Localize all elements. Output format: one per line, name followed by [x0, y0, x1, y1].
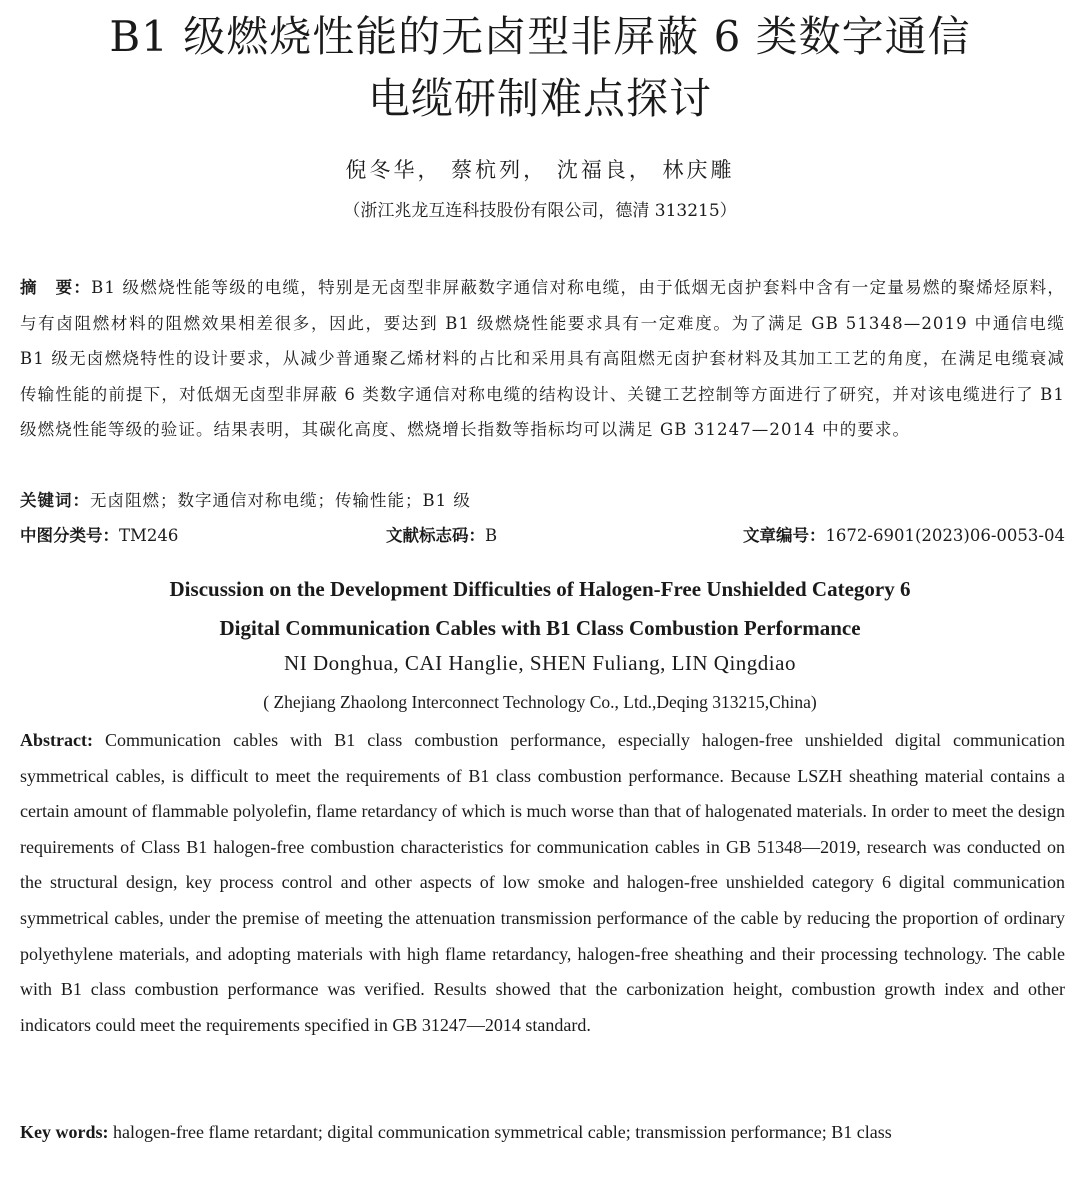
english-abstract [20, 723, 1065, 1043]
chinese-keywords-text: 无卤阻燃；数字通信对称电缆；传输性能；B1 级 [90, 491, 471, 510]
chinese-keywords [20, 484, 1065, 518]
english-abstract-label: Abstract: [20, 730, 93, 750]
english-keywords-label: Key words: [20, 1122, 109, 1142]
english-title [0, 570, 1080, 648]
classification-line [20, 519, 1065, 553]
document-code [386, 519, 497, 553]
english-title-line-2: Digital Communication Cables with B1 Class Combustion Performance [219, 616, 861, 640]
article-number-value: 1672-6901(2023)06-0053-04 [825, 526, 1065, 545]
chinese-title [0, 6, 1080, 130]
clc-value: TM246 [119, 526, 179, 545]
clc-label: 中图分类号： [20, 526, 119, 545]
english-authors: NI Donghua, CAI Hanglie, SHEN Fuliang, LIN Qingdiao [284, 651, 796, 675]
document-code-value: B [485, 526, 498, 545]
chinese-abstract [20, 270, 1065, 448]
clc-number [20, 519, 178, 553]
english-affiliation: ( Zhejiang Zhaolong Interconnect Technology Co., Ltd.,Deqing 313215,China) [263, 692, 817, 712]
article-number [743, 519, 1065, 553]
chinese-abstract-text: B1 级燃烧性能等级的电缆，特别是无卤型非屏蔽数字通信对称电缆，由于低烟无卤护套料中含有一定量易燃的聚烯烃原料，与有卤阻燃材料的阻燃效果相差很多，因此，要达到 B1 级燃烧性能要求具有一定难度。为了满足 GB 51348—2019 中通信电缆 B1 级无卤燃烧特性的设计要求，从减少普通聚乙烯材料的占比和采用具有高阻燃无卤护套材料及其加工工艺的角度，在满足电缆衰减传输性能的前提下，对低烟无卤型非屏蔽 6 类数字通信对称电缆的结构设计、关键工艺控制等方面进行了研究，并对该电缆进行了 B1 级燃烧性能等级的验证。结果表明，其碳化高度、燃烧增长指数等指标均可以满足 GB 31247—2014 中的要求。 [20, 278, 1066, 440]
chinese-title-line-2: 电缆研制难点探讨 [367, 74, 712, 123]
chinese-abstract-label: 摘 要： [20, 278, 92, 297]
chinese-affiliation: （浙江兆龙互连科技股份有限公司，德清 313215） [343, 201, 737, 221]
document-code-label: 文献标志码： [386, 526, 485, 545]
chinese-title-line-1: B1 级燃烧性能的无卤型非屏蔽 6 类数字通信 [109, 12, 971, 61]
chinese-authors: 倪冬华， 蔡杭列， 沈福良， 林庆雕 [345, 158, 735, 182]
english-keywords [20, 1115, 1065, 1149]
english-title-line-1: Discussion on the Development Difficulties of Halogen-Free Unshielded Category 6 [169, 577, 911, 601]
chinese-keywords-label: 关键词： [20, 491, 90, 510]
article-number-label: 文章编号： [742, 526, 826, 545]
english-keywords-text: halogen-free flame retardant; digital communication symmetrical cable; transmission performance; B1 class [108, 1122, 892, 1142]
english-abstract-text: Communication cables with B1 class combustion performance, especially halogen-free unshielded digital communication symmetrical cables, is difficult to meet the requirements of B1 class combustion performance. Because LSZH sheathing material contains a certain amount of flammable polyolefin, flame retardancy of which is much worse than that of halogenated materials. In order to meet the design requirements of Class B1 halogen-free combustion characteristics for communication cables in GB 51348—2019, research was conducted on the structural design, key process control and other aspects of low smoke and halogen-free unshielded category 6 digital communication symmetrical cables, under the premise of meeting the attenuation transmission performance of the cable by reducing the proportion of ordinary polyethylene materials, and adopting materials with high flame retardancy, halogen-free sheathing and their processing technology. The cable with B1 class combustion performance was verified. Results showed that the carbonization height, combustion growth index and other indicators could meet the requirements specified in GB 31247—2014 standard. [20, 730, 1065, 1035]
